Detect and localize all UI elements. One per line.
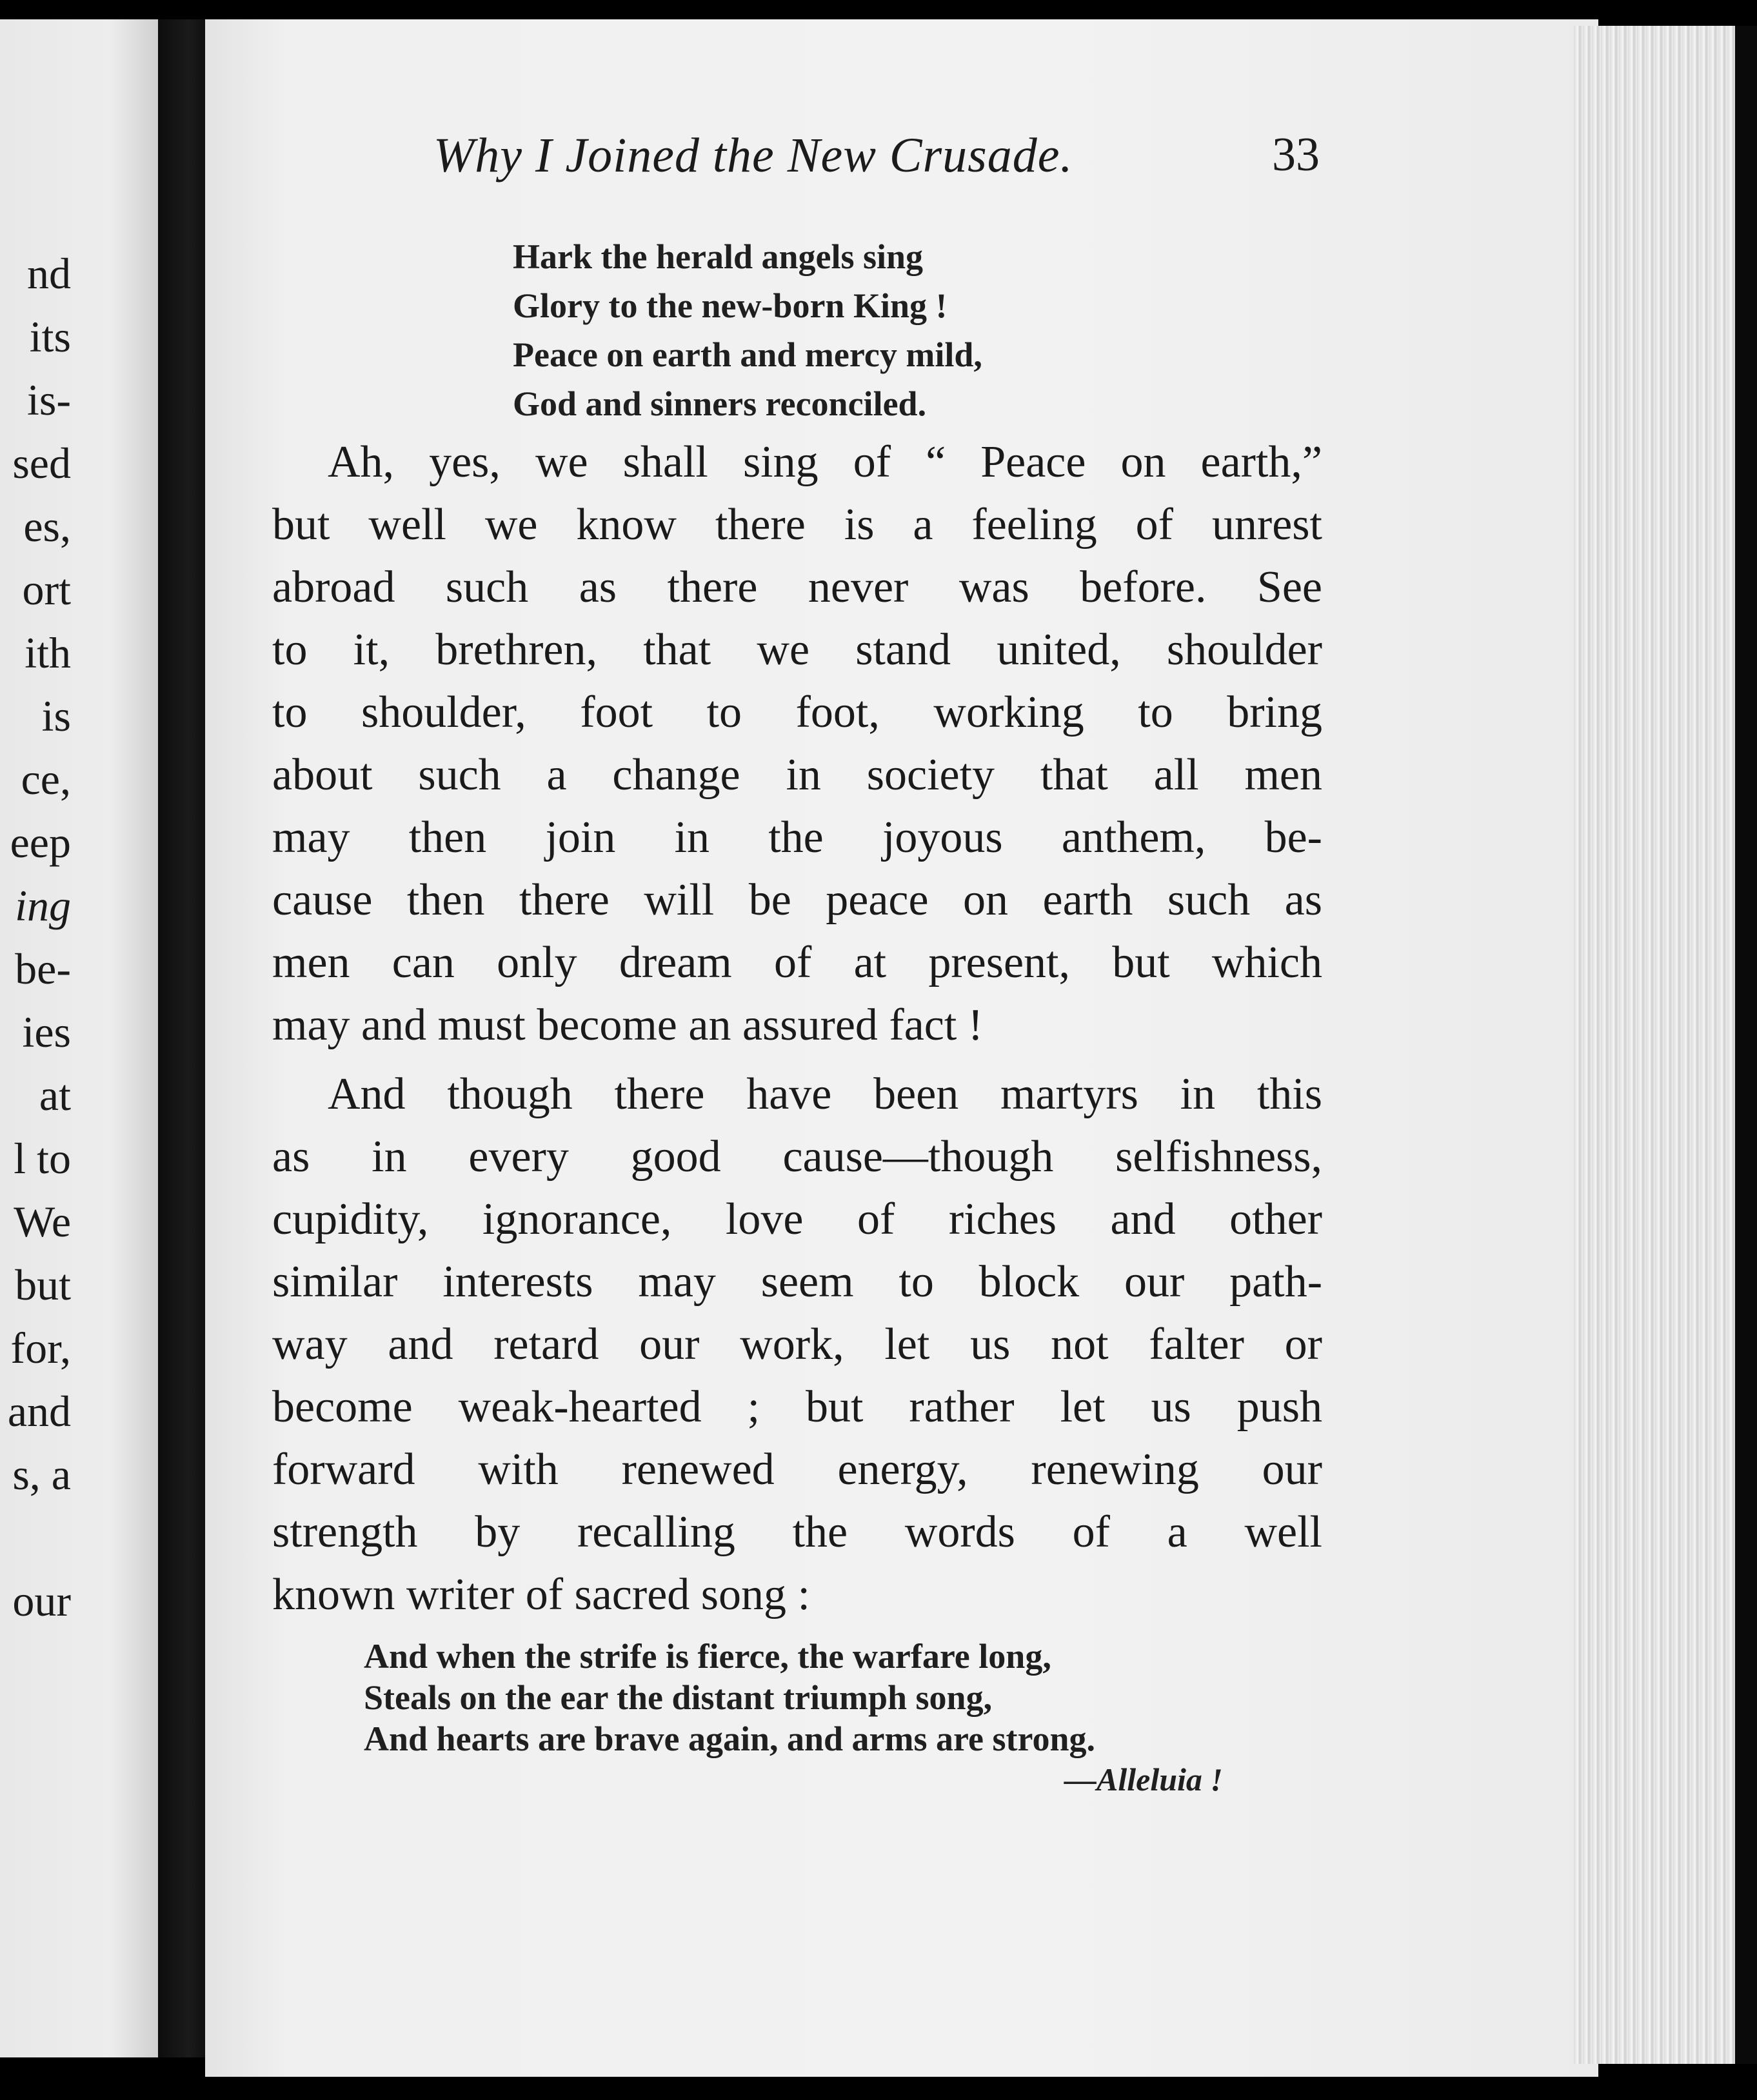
- text-line: may and must become an assured fact !: [272, 1000, 984, 1050]
- text-line: men can only dream of at present, but which: [272, 938, 1322, 987]
- left-page-fragment: l to: [14, 1134, 71, 1183]
- left-page-fragment: sed: [12, 439, 71, 488]
- left-page-fragment: We: [14, 1197, 71, 1246]
- hymn-verse: [364, 1636, 1095, 1759]
- left-page-fragment: ce,: [21, 755, 71, 804]
- verse-line: Steals on the ear the distant triumph song,: [364, 1678, 993, 1717]
- text-line: abroad such as there never was before. See: [272, 562, 1322, 612]
- left-page-fragment: and: [7, 1387, 71, 1436]
- text-line: to it, brethren, that we stand united, shoulder: [272, 625, 1322, 675]
- verse-line: And hearts are brave again, and arms are strong.: [364, 1719, 1095, 1758]
- left-page-fragment: nd: [27, 249, 71, 298]
- text-line: known writer of sacred song :: [272, 1570, 810, 1620]
- text-line: way and retard our work, let us not falter or: [272, 1320, 1322, 1369]
- left-page-fragment: for,: [10, 1323, 71, 1372]
- left-page-fragment: at: [39, 1071, 71, 1120]
- text-line: Ah, yes, we shall sing of “ Peace on earth,”: [328, 437, 1322, 487]
- text-line: to shoulder, foot to foot, working to bring: [272, 688, 1322, 737]
- text-line: cause then there will be peace on earth such as: [272, 875, 1322, 925]
- page-edge-shadow: [1735, 26, 1757, 2064]
- left-page-fragment: is-: [27, 375, 71, 424]
- text-line: about such a change in society that all men: [272, 750, 1322, 800]
- left-page-fragment: our: [12, 1576, 71, 1625]
- hymn-attribution: —Alleluia !: [1064, 1761, 1223, 1798]
- left-page-fragment: s, a: [12, 1450, 71, 1499]
- hymn-verse: [513, 232, 982, 428]
- text-line: strength by recalling the words of a well: [272, 1507, 1322, 1557]
- text-line: as in every good cause—though selfishness,: [272, 1132, 1322, 1182]
- paragraph: [272, 431, 1322, 1056]
- text-line: become weak-hearted ; but rather let us push: [272, 1382, 1322, 1432]
- left-page-fragment: ing: [15, 881, 71, 930]
- left-page-fragment: be-: [15, 944, 71, 993]
- verse-line: Hark the herald angels sing: [513, 237, 924, 276]
- left-page-fragment: its: [29, 312, 71, 361]
- text-line: cupidity, ignorance, love of riches and other: [272, 1194, 1322, 1244]
- left-page: [0, 19, 158, 2057]
- verse-line: Peace on earth and mercy mild,: [513, 335, 982, 374]
- text-line: similar interests may seem to block our path-: [272, 1257, 1322, 1307]
- page-number: 33: [1272, 128, 1320, 181]
- left-page-fragment: but: [15, 1260, 71, 1309]
- left-page-fragment: ies: [22, 1007, 71, 1056]
- verse-line: And when the strife is fierce, the warfare long,: [364, 1637, 1051, 1676]
- left-page-fragment: es,: [23, 502, 71, 551]
- left-page-fragment: ith: [25, 628, 71, 677]
- running-title: Why I Joined the New Crusade.: [433, 128, 1073, 183]
- text-line: And though there have been martyrs in this: [328, 1069, 1322, 1119]
- left-page-fragment: eep: [10, 818, 71, 867]
- verse-line: God and sinners reconciled.: [513, 384, 927, 423]
- left-page-fragment: is: [41, 691, 71, 740]
- gutter-shadow: [158, 19, 210, 2057]
- left-page-fragment: ort: [22, 565, 71, 614]
- text-line: but well we know there is a feeling of unrest: [272, 500, 1322, 550]
- text-line: may then join in the joyous anthem, be-: [272, 813, 1322, 862]
- paragraph: [272, 1063, 1322, 1626]
- verse-line: Glory to the new-born King !: [513, 286, 948, 325]
- page-block-edges: [1574, 26, 1735, 2064]
- text-line: forward with renewed energy, renewing our: [272, 1445, 1322, 1494]
